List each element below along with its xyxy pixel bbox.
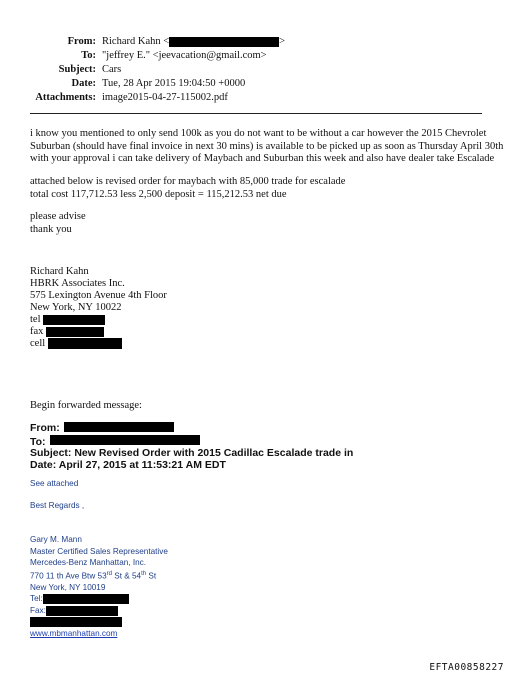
attachment-link[interactable]: image2015-04-27-115002.pdf bbox=[102, 92, 228, 103]
dealer-email bbox=[30, 616, 168, 628]
message-paragraph-2: attached below is revised order for maybach with 85,000 trade for escalade total cost 117,712.53 less 2,500 deposit = 115,212.53 net due bbox=[30, 176, 346, 200]
subject-label: Subject: bbox=[58, 64, 96, 75]
message-paragraph-3: please advise thank you bbox=[30, 211, 86, 235]
forwarded-intro: Begin forwarded message: bbox=[30, 400, 142, 411]
from-value: Richard Kahn < > bbox=[102, 36, 286, 47]
redaction bbox=[46, 606, 118, 616]
forwarded-date: Date: April 27, 2015 at 11:53:21 AM EDT bbox=[30, 458, 226, 471]
dealer-company: Mercedes-Benz Manhattan, Inc. bbox=[30, 558, 147, 567]
redaction bbox=[46, 327, 104, 337]
signature-city: New York, NY 10022 bbox=[30, 302, 122, 313]
redaction bbox=[43, 315, 105, 325]
dealer-tel: Tel: bbox=[30, 593, 168, 605]
to-label: To: bbox=[81, 50, 96, 61]
dealer-title: Master Certified Sales Representative bbox=[30, 546, 168, 556]
signature-name: Richard Kahn bbox=[30, 266, 89, 277]
header-divider bbox=[30, 113, 482, 114]
date-value: Tue, 28 Apr 2015 19:04:50 +0000 bbox=[102, 78, 246, 89]
forwarded-header bbox=[30, 421, 353, 471]
dealer-fax: Fax: bbox=[30, 605, 168, 617]
dealer-city: New York, NY 10019 bbox=[30, 582, 106, 592]
redaction bbox=[48, 338, 122, 349]
signature-company: HBRK Associates Inc. bbox=[30, 278, 125, 289]
dealer-name: Gary M. Mann bbox=[30, 535, 82, 544]
dealer-website-link[interactable]: www.mbmanhattan.com bbox=[30, 628, 118, 638]
message-paragraph-1: i know you mentioned to only send 100k as you do not want to be without a car however the 2015 Chevrolet Suburban (should have final invoice in next 30 mins) is available to be picked up as soon as Thursday April 30th with your approval i can take delivery of Maybach and Suburban this week and also have dealer take Escalade bbox=[30, 128, 504, 164]
redaction bbox=[169, 37, 279, 47]
signature-cell: cell bbox=[30, 338, 167, 350]
subject-value: Cars bbox=[102, 64, 122, 75]
redaction bbox=[64, 422, 174, 432]
signature-tel: tel bbox=[30, 314, 167, 326]
forwarded-from: From: bbox=[30, 421, 353, 435]
signature-address: 575 Lexington Avenue 4th Floor bbox=[30, 290, 167, 301]
forwarded-subject: Subject: New Revised Order with 2015 Cadillac Escalade trade in bbox=[30, 447, 354, 459]
redaction bbox=[43, 594, 129, 604]
date-label: Date: bbox=[71, 78, 96, 89]
redaction bbox=[30, 617, 122, 627]
regards-text: Best Regards , bbox=[30, 501, 85, 510]
document-id: EFTA00858227 bbox=[429, 662, 504, 673]
forwarded-to: To: bbox=[30, 435, 353, 449]
dealer-signature bbox=[30, 534, 168, 639]
redaction bbox=[50, 435, 200, 445]
from-label: From: bbox=[67, 36, 96, 47]
signature-fax: fax bbox=[30, 326, 167, 338]
attachments-label: Attachments: bbox=[35, 92, 96, 103]
dealer-address: 770 11 th Ave Btw 53rd St & 54th St bbox=[30, 570, 157, 581]
see-attached-text: See attached bbox=[30, 479, 79, 488]
sender-signature bbox=[30, 266, 167, 350]
to-value: "jeffrey E." <jeevacation@gmail.com> bbox=[102, 50, 267, 61]
